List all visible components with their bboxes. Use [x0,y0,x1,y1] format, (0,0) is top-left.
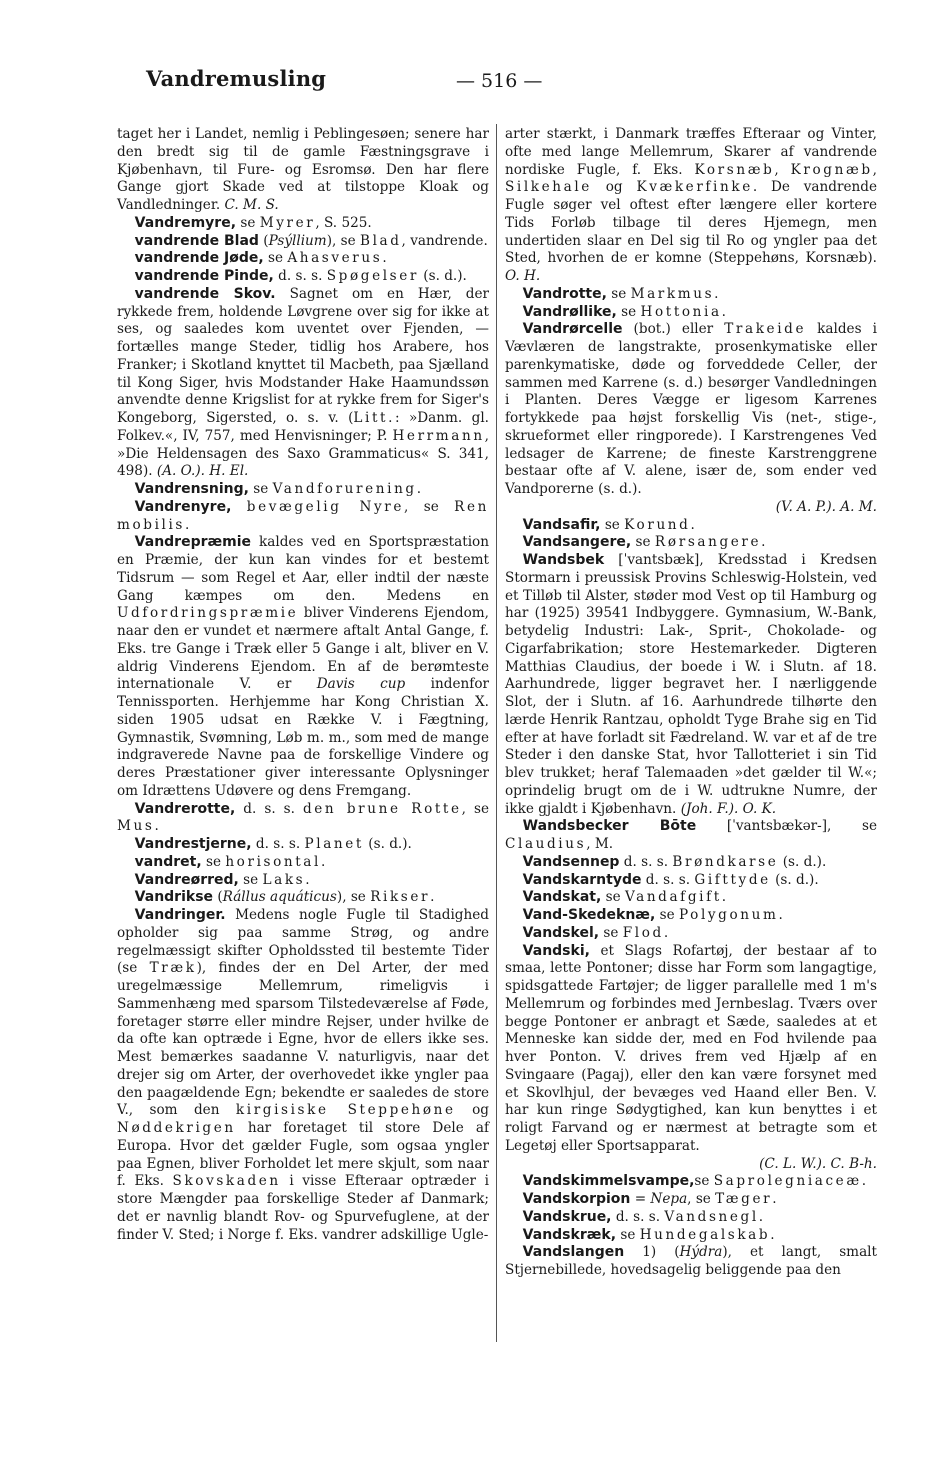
entry-vandskimmelsvampe: Vandskimmelsvampe,se Saprolegniaceæ. [522,1173,867,1190]
entry-vandrenyre: Vandrenyre, bevægelig Nyre, se Ren mobilis. [117,498,490,533]
entry-vandskorpion: Vandskorpion = Nepa, se Tæger. [522,1191,777,1207]
entry-vandrende-skov: vandrende Skov. Sagnet om en Hær, der rykkede frem, holdende Løvgrene over sig for ikke at ses, og saaledes kom uventet over Fjenden, — fortælles mange Steder, tidlig hos Arabere, hos Franker; i Skotland knyttet til Macbeth, paa Sjælland til Kong Siger, hvis Modstander Hake Haamundssøn anvendte denne Krigslist for at rykke frem for Siger's Kongeborg, Sigersted, o. s. v. (Litt.: »Danm. gl. Folkev.«, IV, 757, med Henvisninger; P. Herrmann, »Die Heldensagen des Saxo Grammaticus« S. 341, 498). (A. O.). H. El. [117,285,490,480]
entry-vandrorcelle: Vandrørcelle (bot.) eller Trakeide kaldes i Vævlæren de langstrakte, prosenkymatiske eller parenkymatiske, døde og forveddede Celler, der sammen med Karrene (s. d.) besørger Vandledningen i Planten. Deres Vægge er ligesom Karrenes fortykkede paa højst forskellig Vis (net-, stige-, skrueformet eller ringporede). I Karstrengenes Ved ledsager de Karrene; de fineste Karstrenggrene bestaar ofte af V. alene, især de, som ender ved Vandporerne (s. d.). (V. A. P.). A. M. [505,321,877,515]
entry-vandringer: Vandringer. Medens nogle Fugle til Stadighed opholder sig paa samme Strøg, og andre regelmæssigt skifter Opholdssted til bestemte Tider (se Træk), findes der en Del Arter, der med uregelmæssige Mellemrum, rimeligvis i Sammenhæng med sparsom Tilstedeværelse af Føde, foretager større eller mindre Rejser, under hvilke de da ofte kan optræde i Egne, hvor de ellers ikke ses. Mest bemærkes saadanne V. naturligvis, naar det drejer sig om Arter, der overhovedet ikke yngler paa den paagældende Egn; bekendte er saaledes de store V., som den kirgisiske Steppehøne og Nøddekrigen har foretaget til store Dele af Europa. Hvor det gælder Fugle, som ogsaa yngler paa Egnen, bliver Forholdet let mere skjult, som naar f. Eks. Skovskaden i visse Efteraar optræder i store Mængder paa forskellige Steder af Danmark; det er navnlig blandt Rov- og Spurvefuglene, at der finder V. Sted; i Norge f. Eks. vandrer adskillige Ugle- [117,907,489,1243]
column-divider [496,124,497,1342]
entry-vandrensning: Vandrensning, se Vandforurening. [134,481,422,497]
entry-vandskel: Vandskel, se Flod. [522,924,669,941]
entry-vandrollike: Vandrøllike, se Hottonia. [522,303,726,320]
page-number: — 516 — [456,70,543,92]
entry-vandret: vandret, se horisontal. [134,853,326,870]
entry-vandskarntyde: Vandskarntyde d. s. s. Gifttyde (s. d.). [522,871,819,888]
entry-vandremyre: Vandremyre, se Myrer, S. 525. [134,214,372,231]
entry-vandskrue: Vandskrue, d. s. s. Vandsnegl. [522,1208,764,1225]
entry-vandrende-pinde: vandrende Pinde, d. s. s. Spøgelser (s. d.). [134,268,467,284]
running-head: Vandremusling [146,66,327,91]
entry-vandrotte: Vandrotte, se Markmus. [522,285,719,302]
entry-wandsbek: Wandsbek [ˈvantsbæk], Kredsstad i Kredsen Stormarn i preussisk Provins Schleswig-Holstein, ved et Tilløb til Alster, støder mod Vest op til Hamburg og har (1925) 39541 Indbyggere. Gymnasium, W.-Bank, betydelig Industri: Lak-, Sprit-, Chokolade- og Cigarfabrikation; store Hestemarkeder. Digteren Matthias Claudius, der boede i W. i Slutn. af 18. Aarhundrede, ligger begravet her. I nærliggende Slot, der i Slutn. af 16. Aarhundrede tilhørte den lærde Henrik Rantzau, opholdt Tyge Brahe sig en Tid efter at have forladt sit Fædreland. W. var et af de tre Steder i den danske Stat, hvor Tallotteriet i sin Tid blev trukket; heraf Talemaaden »det gælder til W.«; oprindelig brugt om de i W. udtrukne Numre, der ikke gjaldt i Kjøbenhavn. (Joh. F.). O. K. [505,552,877,817]
entry-vandrerotte: Vandrerotte, d. s. s. den brune Rotte, se Mus. [117,800,489,835]
entry-vandsafir: Vandsafir, se Korund. [522,516,695,533]
entry-vandrende-blad: vandrende Blad (Psýllium), se Blad, vandrende. [134,232,488,249]
entry-wandsbecker-bote: Wandsbecker Bōte [ˈvantsbækər-], se Claudius, M. [505,818,877,852]
right-column [505,126,877,1280]
entry-vandreorred: Vandreørred, se Laks. [134,871,310,888]
entry-vandski: Vandski, et Slags Rofartøj, der bestaar af to smaa, lette Pontoner; disse har Form som langagtige, spidsgattede Fartøjer; de ligger parallelle med 1 m's Mellemrum og forbindes med Jernbeslag. Tværs over begge Pontoner er anbragt et Sæde, saaledes at et Menneske kan sidde der, med en Fod hvilende paa hver Ponton. V. drives frem ved Hjælp af en Svingaare (Pagaj), eller den kan være forsynet med et Skovlhjul, der bevæges ved Haand eller Ben. V. har kun ringe Sødygtighed, kan kun benyttes i et roligt Farvand og er nærmest at betragte som et Legetøj eller Sportsapparat. (C. L. W.). C. B-h. [505,942,877,1172]
left-column [117,126,489,1244]
entry-vandslangen: Vandslangen 1) (Hýdra), et langt, smalt Stjernebillede, hovedsagelig beliggende paa den [505,1244,877,1278]
entry-continuation: taget her i Landet, nemlig i Peblingesøen; senere har den bredt sig til de gamle Fæstningsgrave i Kjøbenhavn, til Fure- og Esromsø. Den har flere Gange gjort Skade ved at tilstoppe Kloak og Vandledninger. C. M. S. [117,126,489,213]
entry-vandrikse: Vandrikse (Rállus aquáticus), se Rikser. [134,889,435,906]
entry-vand-skedeknae: Vand-Skedeknæ, se Polygonum. [522,907,783,923]
entry-vandsennep: Vandsennep d. s. s. Brøndkarse (s. d.). [522,853,827,870]
entry-vandrepraemie: Vandrepræmie kaldes ved en Sportspræstation en Præmie, der kun kan vindes for et bestemt Tidsrum — som Regel et Aar, eller indtil der næste Gang kæmpes om den. Medens en Udfordringspræmie bliver Vinderens Ejendom, naar den er vundet et nærmere aftalt Antal Gange, f. Eks. tre Gange i Træk eller 5 Gange i alt, bliver en V. aldrig Vinderens Ejendom. En af de berømteste internationale V. er Davis cup indenfor Tennissporten. Herhjemme har Kong Christian X. siden 1905 udsat en Række V. i Fægtning, Gymnastik, Svømning, Løb m. m., som med de mange indgraverede Navne paa de forskellige Vindere og deres Præstationer giver interessante Oplysninger om Idrættens Udøvere og dens Fremgang. [117,534,489,799]
entry-vandskat: Vandskat, se Vandafgift. [522,889,727,906]
entry-vandsangere: Vandsangere, se Rørsangere. [522,534,766,551]
entry-vandskraek: Vandskræk, se Hundegalskab. [522,1226,775,1243]
entry-vandrende-jode: vandrende Jøde, se Ahasverus. [134,250,387,267]
entry-vandrestjerne: Vandrestjerne, d. s. s. Planet (s. d.). [134,836,412,852]
entry-continuation: arter stærkt, i Danmark træffes Efteraar og Vinter, ofte med lange Mellemrum, Skarer af vandrende nordiske Fugle, f. Eks. Korsnæb, Krognæb, Silkehale og Kvækerfinke. De vandrende Fugle søger vel oftest efter længere eller kortere Tids Forløb tilbage til deres Hjemegn, men undertiden slaar en Del sig til Ro og yngler paa det Sted, hvorhen de er komne (Steppehøns, Korsnæb). O. H. [505,126,877,284]
